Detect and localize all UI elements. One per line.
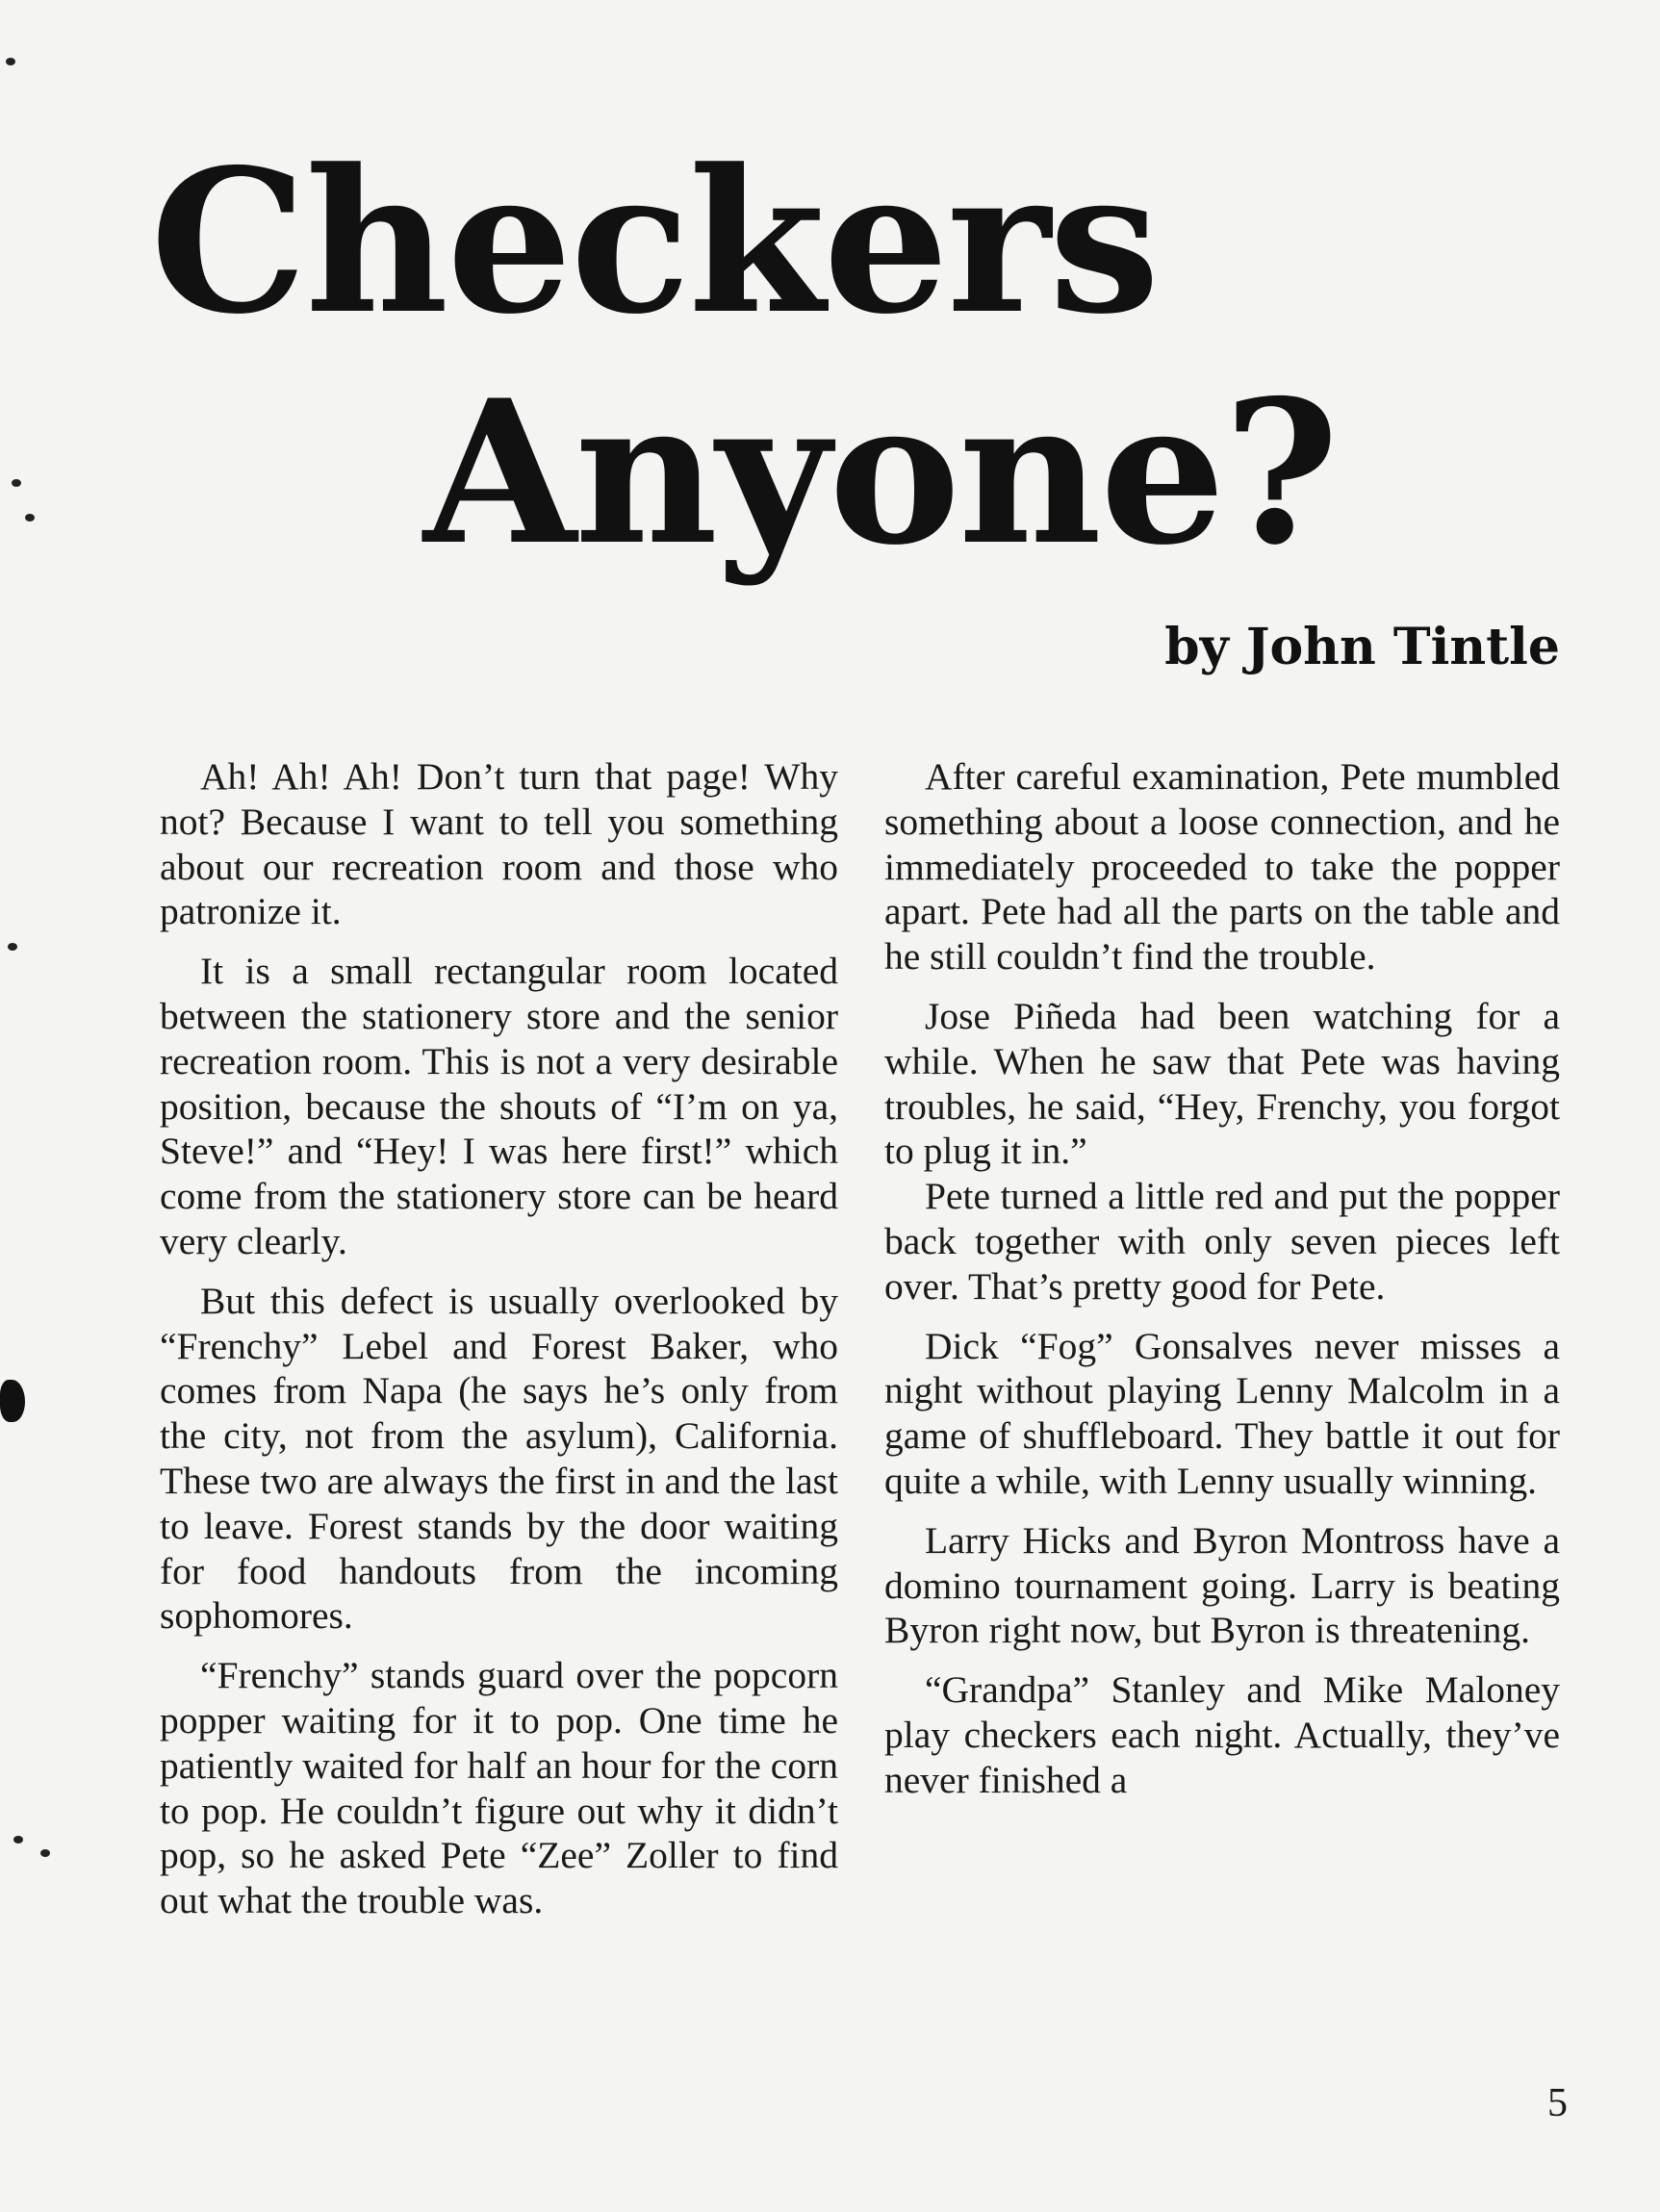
paragraph: “Grandpa” Stanley and Mike Maloney play checkers each night. Actually, they’ve never finished a	[884, 1668, 1560, 1801]
paragraph: Pete turned a little red and put the popper back together with only seven pieces left over. That’s pretty good for Pete.	[884, 1175, 1560, 1308]
paragraph: Dick “Fog” Gonsalves never misses a night without playing Lenny Malcolm in a game of shuffleboard. They battle it out for quite a while, with Lenny usually winning.	[884, 1324, 1560, 1502]
paragraph: “Frenchy” stands guard over the popcorn popper waiting for it to pop. One time he patiently waited for half an hour for the corn to pop. He couldn’t figure out why it didn’t pop, so he asked Pete “Zee” Zoller to find out what the trouble was.	[160, 1654, 838, 1922]
binding-mark	[13, 1836, 23, 1843]
binding-mark	[40, 1849, 50, 1857]
paragraph: Ah! Ah! Ah! Don’t turn that page! Why not? Because I want to tell you something about our recreation room and those who patronize it.	[160, 755, 838, 933]
article-title-line-2: Anyone?	[423, 358, 1338, 589]
binding-mark	[25, 514, 35, 521]
paragraph: After careful examination, Pete mumbled something about a loose connection, and he immediately proceeded to take the popper apart. Pete had all the parts on the table and he still couldn’t find the trouble.	[884, 755, 1560, 979]
binding-mark	[8, 943, 17, 951]
binding-mark	[6, 58, 15, 65]
page-number: 5	[1547, 2081, 1568, 2125]
binding-mark	[12, 479, 21, 487]
left-column	[160, 754, 838, 1938]
paragraph: It is a small rectangular room located between the stationery store and the senior recreation room. This is not a very desirable position, because the shouts of “I’m on ya, Steve!” and “Hey! I was here first!” which come from the stationery store can be heard very clearly.	[160, 950, 838, 1262]
binding-hole	[0, 1380, 25, 1422]
article-title-line-1: Checkers	[150, 127, 1159, 358]
paragraph: Jose Piñeda had been watching for a while. When he saw that Pete was having troubles, he said, “Hey, Frenchy, you forgot to plug it in.”	[884, 994, 1560, 1173]
paragraph: Larry Hicks and Byron Montross have a domino tournament going. Larry is beating Byron right now, but Byron is threatening.	[884, 1518, 1560, 1652]
right-column	[884, 754, 1560, 1818]
paragraph: But this defect is usually overlooked by “Frenchy” Lebel and Forest Baker, who comes from Napa (he says he’s only from the city, not from the asylum), California. These two are always the first in and the last to leave. Forest stands by the door waiting for food handouts from the incoming sophomores.	[160, 1279, 838, 1638]
byline: by John Tintle	[1164, 618, 1560, 676]
